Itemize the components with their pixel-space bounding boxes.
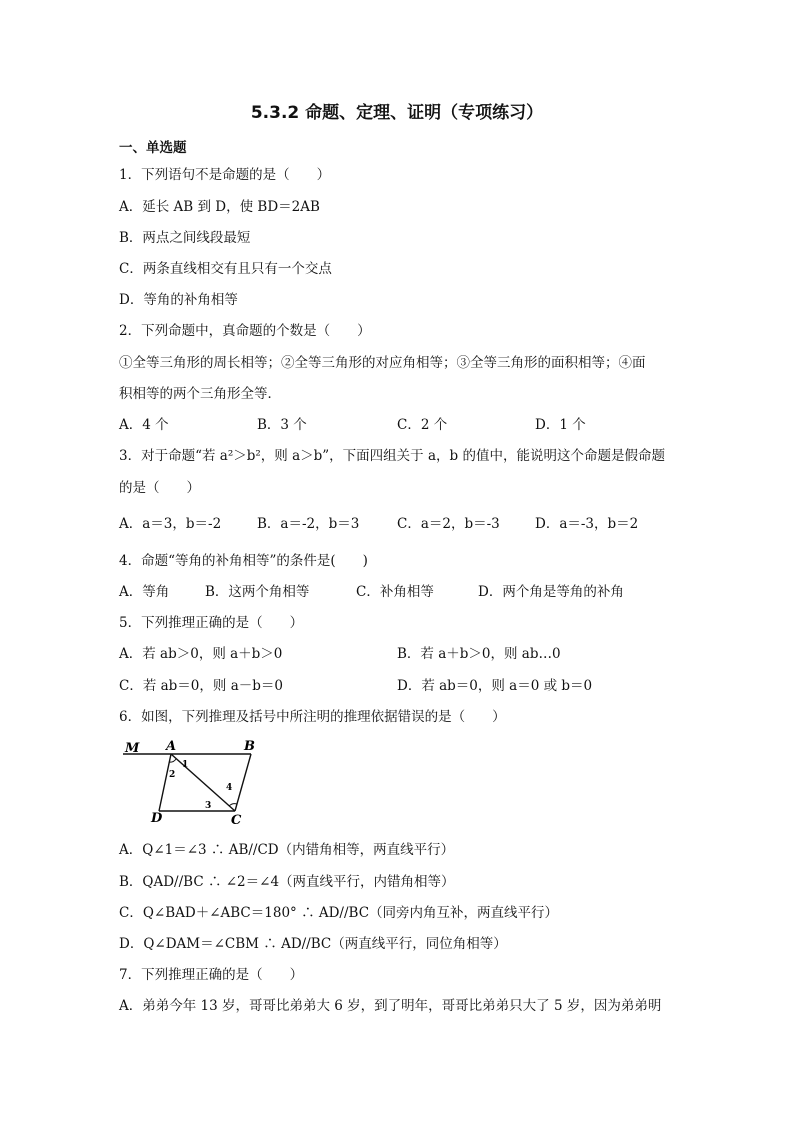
question-3-option-b: B．a＝-2，b＝3 xyxy=(257,516,360,532)
question-2-option-d: D．1 个 xyxy=(535,417,586,433)
question-6-option-d: D．Q∠DAM＝∠CBM ∴ AD//BC（两直线平行，同位角相等） xyxy=(119,936,507,952)
figure-label-m: M xyxy=(125,741,140,756)
question-2-option-c: C．2 个 xyxy=(397,417,448,433)
question-1-option-d: D．等角的补角相等 xyxy=(119,292,238,308)
question-2-body-line-2: 积相等的两个三角形全等． xyxy=(119,386,281,402)
figure-label-angle-2: 2 xyxy=(169,770,176,780)
question-5-option-b: B．若 a＋b＞0，则 ab…0 xyxy=(397,646,561,662)
question-2-option-a: A．4 个 xyxy=(119,417,169,433)
question-3-option-c: C．a＝2，b＝-3 xyxy=(397,516,500,532)
question-1-stem: 1．下列语句不是命题的是（ ） xyxy=(119,167,331,183)
question-1-option-c: C．两条直线相交有且只有一个交点 xyxy=(119,261,332,277)
figure-label-angle-1: 1 xyxy=(182,760,189,770)
question-1-option-a: A．延长 AB 到 D，使 BD＝2AB xyxy=(119,199,320,215)
question-4-option-a: A．等角 xyxy=(119,584,170,600)
question-4-option-d: D．两个角是等角的补角 xyxy=(478,584,624,600)
question-6-option-c: C．Q∠BAD＋∠ABC＝180° ∴ AD//BC（同旁内角互补，两直线平行） xyxy=(119,905,559,921)
question-2-option-b: B．3 个 xyxy=(257,417,307,433)
question-6-option-a: A．Q∠1＝∠3 ∴ AB//CD（内错角相等，两直线平行） xyxy=(119,842,455,858)
page-title: 5.3.2 命题、定理、证明（专项练习） xyxy=(250,103,544,123)
question-7-option-a: A．弟弟今年 13 岁，哥哥比弟弟大 6 岁，到了明年，哥哥比弟弟只大了 5 岁，因为弟弟明 xyxy=(119,998,662,1014)
figure-label-angle-3: 3 xyxy=(205,801,212,811)
parallelogram-figure xyxy=(119,740,269,825)
question-5-option-d: D．若 ab＝0，则 a＝0 或 b＝0 xyxy=(397,678,593,694)
figure-side-ad xyxy=(159,754,171,811)
figure-label-a: A xyxy=(166,740,177,754)
question-6-option-b: B．QAD//BC ∴ ∠2＝∠4（两直线平行，内错角相等） xyxy=(119,874,455,890)
question-5-stem: 5．下列推理正确的是（ ） xyxy=(119,615,304,631)
figure-label-d: D xyxy=(151,811,163,825)
question-5-option-a: A．若 ab＞0，则 a＋b＞0 xyxy=(119,646,283,662)
question-5-option-c: C．若 ab＝0，则 a－b＝0 xyxy=(119,678,283,694)
figure-side-cb xyxy=(235,754,251,811)
section-heading: 一、单选题 xyxy=(119,140,187,156)
figure-label-angle-4: 4 xyxy=(226,783,233,793)
question-2-stem: 2．下列命题中，真命题的个数是（ ） xyxy=(119,323,371,339)
question-4-stem: 4．命题“等角的补角相等”的条件是( ) xyxy=(119,553,368,569)
figure-label-b: B xyxy=(244,740,255,754)
question-3-stem-line-2: 的是（ ） xyxy=(119,480,200,496)
question-3-option-a: A．a＝3，b＝-2 xyxy=(119,516,222,532)
figure-label-c: C xyxy=(231,813,242,825)
question-7-stem: 7．下列推理正确的是（ ） xyxy=(119,967,304,983)
question-1-option-b: B．两点之间线段最短 xyxy=(119,230,251,246)
question-4-option-c: C．补角相等 xyxy=(356,584,434,600)
question-6-stem: 6．如图，下列推理及括号中所注明的推理依据错误的是（ ） xyxy=(119,709,506,725)
question-3-stem-line-1: 3．对于命题“若 a²＞b²，则 a＞b”，下面四组关于 a，b 的值中，能说明这个命题是假命题 xyxy=(119,448,665,464)
question-3-option-d: D．a＝-3，b＝2 xyxy=(535,516,639,532)
question-4-option-b: B．这两个角相等 xyxy=(205,584,310,600)
question-2-body-line-1: ①全等三角形的周长相等；②全等三角形的对应角相等；③全等三角形的面积相等；④面 xyxy=(119,355,646,371)
